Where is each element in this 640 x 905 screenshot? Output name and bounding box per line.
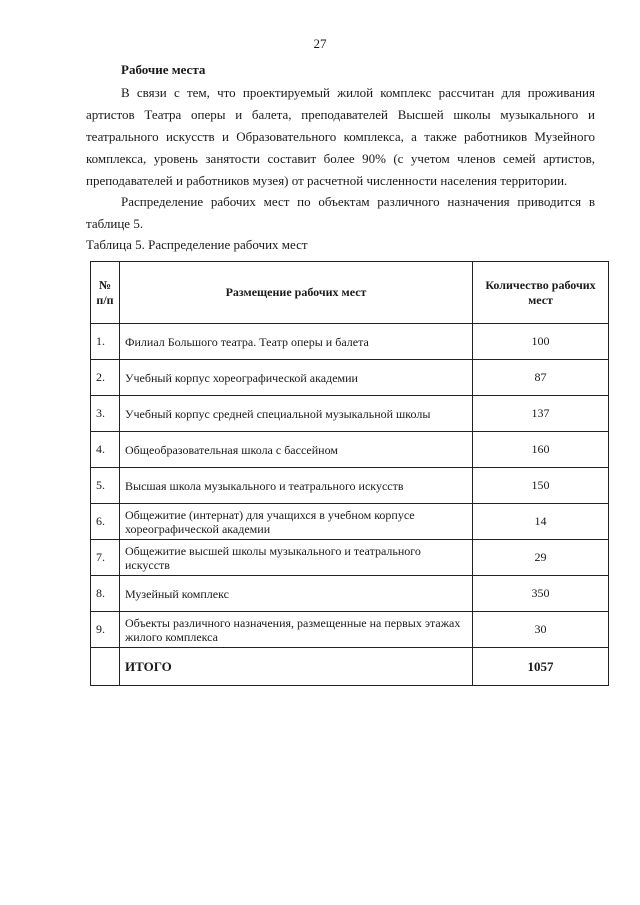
table-row [91,540,609,576]
header-num: № п/п [91,262,120,324]
row-num: 4. [91,432,120,468]
row-place: Общежитие высшей школы музыкального и театрального искусств [120,540,473,576]
row-num: 8. [91,576,120,612]
row-count: 350 [473,576,609,612]
row-place: Учебный корпус средней специальной музыкальной школы [120,396,473,432]
row-count: 14 [473,504,609,540]
total-count: 1057 [473,648,609,686]
table-caption: Таблица 5. Распределение рабочих мест [86,237,308,252]
table-row [91,360,609,396]
row-place: Филиал Большого театра. Театр оперы и балета [120,324,473,360]
row-num: 9. [91,612,120,648]
row-count: 160 [473,432,609,468]
row-num: 1. [91,324,120,360]
total-label: ИТОГО [120,648,473,686]
paragraph-distribution: Распределение рабочих мест по объектам различного назначения приводится в таблице 5. [86,194,595,231]
row-num: 5. [91,468,120,504]
row-num: 2. [91,360,120,396]
table-row [91,396,609,432]
row-place: Общежитие (интернат) для учащихся в учебном корпусе хореографической академии [120,504,473,540]
table-row [91,432,609,468]
table-row [91,612,609,648]
header-count: Количество рабочих мест [473,262,609,324]
table-row [91,504,609,540]
row-num: 3. [91,396,120,432]
table-row [91,468,609,504]
row-count: 29 [473,540,609,576]
row-count: 150 [473,468,609,504]
row-place: Учебный корпус хореографической академии [120,360,473,396]
row-count: 30 [473,612,609,648]
workplaces-table [90,261,609,686]
row-count: 137 [473,396,609,432]
header-place: Размещение рабочих мест [120,262,473,324]
row-place: Музейный комплекс [120,576,473,612]
section-heading: Рабочие места [121,62,206,77]
row-num: 7. [91,540,120,576]
table-row [91,576,609,612]
row-place: Объекты различного назначения, размещенные на первых этажах жилого комплекса [120,612,473,648]
row-num: 6. [91,504,120,540]
page-number: 27 [313,36,327,51]
row-count: 100 [473,324,609,360]
row-count: 87 [473,360,609,396]
total-num [91,648,120,686]
row-place: Общеобразовательная школа с бассейном [120,432,473,468]
paragraph-employment: В связи с тем, что проектируемый жилой комплекс рассчитан для проживания артистов Театра оперы и балета, преподавателей Высшей школы музыкального и театрального искусств и Образовательного комплекса, а также работников Музейного комплекса, уровень занятости составит более 90% (с учетом членов семей артистов, преподавателей и работников музея) от расчетной численности населения территории. [86,85,595,188]
row-place: Высшая школа музыкального и театрального искусств [120,468,473,504]
table-row [91,324,609,360]
table-total-row [91,648,609,686]
table-header-row [91,262,609,324]
